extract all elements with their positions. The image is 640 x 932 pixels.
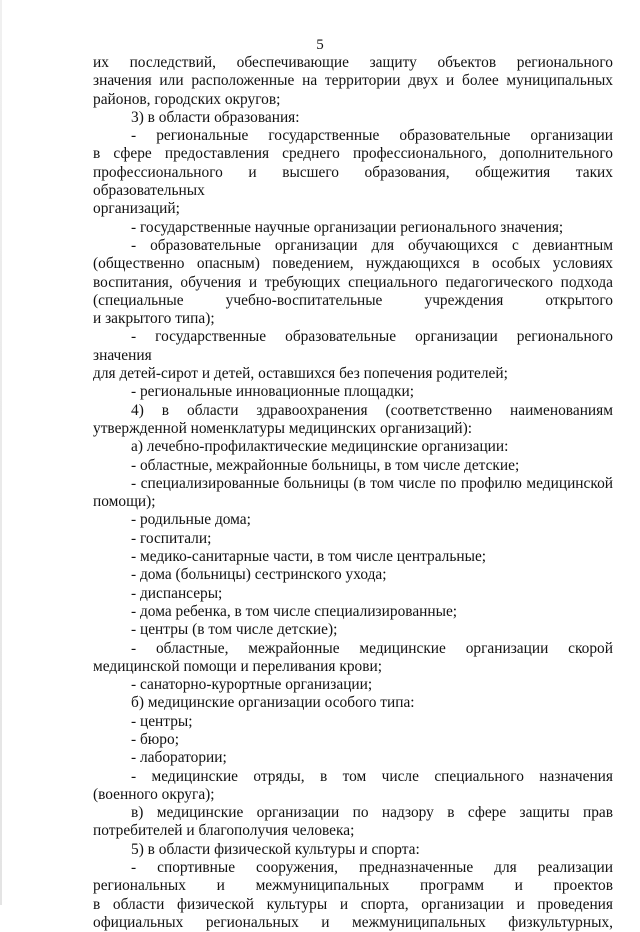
text-line: - региональные инновационные площадки; <box>131 383 414 401</box>
text-line: воспитания, обучения и требующих специального педагогического подхода <box>93 273 613 291</box>
text-line: - лаборатории; <box>131 749 227 767</box>
text-line: - санаторно-курортные организации; <box>131 676 373 694</box>
page-number: 5 <box>316 37 324 53</box>
text-line: - родильные дома; <box>131 511 251 529</box>
text-line: 5) в области физической культуры и спорта: <box>131 840 420 858</box>
text-line: утвержденной номенклатуры медицинских организаций): <box>93 419 473 437</box>
document-body <box>93 54 613 932</box>
text-line: помощи); <box>93 493 156 511</box>
text-line: - диспансеры; <box>131 584 223 602</box>
text-line: - областные, межрайонные медицинские организации скорой <box>131 639 613 657</box>
text-line: в сфере предоставления среднего профессионального, дополнительного <box>93 145 613 163</box>
text-line: - образовательные организации для обучающихся с девиантным <box>131 236 613 254</box>
text-line: их последствий, обеспечивающие защиту объектов регионального <box>93 54 613 71</box>
text-line: (общественно опасным) поведением, нуждающихся в особых условиях <box>93 255 613 273</box>
text-line: - региональные государственные образовательные организации <box>131 127 613 145</box>
text-line: - центры (в том числе детские); <box>131 621 338 639</box>
text-line: 3) в области образования: <box>131 108 300 126</box>
text-line: в) медицинские организации по надзору в сфере защиты прав <box>131 804 613 822</box>
text-line: - областные, межрайонные больницы, в том числе детские; <box>131 456 520 474</box>
text-line: - дома (больницы) сестринского ухода; <box>131 566 387 584</box>
text-line: - дома ребенка, в том числе специализированные; <box>131 602 458 620</box>
text-line: - специализированные больницы (в том числе по профилю медицинской <box>131 474 613 492</box>
text-line: (специальные учебно-воспитательные учреждения открытого <box>93 291 613 309</box>
text-line: региональных и межмуниципальных программ и проектов <box>93 877 613 895</box>
text-line: (военного округа); <box>93 785 215 803</box>
text-line: профессионального и высшего образования, общежития таких образовательных <box>93 163 613 200</box>
text-line: 4) в области здравоохранения (соответственно наименованиям <box>131 401 613 419</box>
text-line: - госпитали; <box>131 529 212 547</box>
text-line: районов, городских округов; <box>93 90 281 108</box>
scan-edge <box>0 0 2 905</box>
text-line: - бюро; <box>131 730 179 748</box>
text-line: потребителей и благополучия человека; <box>93 822 355 840</box>
text-line: в области физической культуры и спорта, организации и проведения <box>93 895 613 913</box>
text-line: - центры; <box>131 712 193 730</box>
text-line: организаций; <box>93 200 180 218</box>
text-line: - медико-санитарные части, в том числе центральные; <box>131 548 487 566</box>
text-line: - государственные научные организации регионального значения; <box>131 218 564 236</box>
text-line: - спортивные сооружения, предназначенные для реализации <box>131 859 613 877</box>
text-line: и закрытого типа); <box>93 310 215 328</box>
text-line: - государственные образовательные организации регионального значения <box>93 328 613 364</box>
text-line: - медицинские отряды, в том числе специального назначения <box>131 767 613 785</box>
text-line: значения или расположенные на территории двух и более муниципальных <box>93 72 613 90</box>
text-line: а) лечебно-профилактические медицинские организации: <box>131 438 509 456</box>
text-line: б) медицинские организации особого типа: <box>131 694 415 712</box>
text-line: официальных региональных и межмуниципальных физкультурных, <box>93 913 613 931</box>
text-line: медицинской помощи и переливания крови; <box>93 657 382 675</box>
text-line: для детей-сирот и детей, оставшихся без попечения родителей; <box>93 365 508 383</box>
